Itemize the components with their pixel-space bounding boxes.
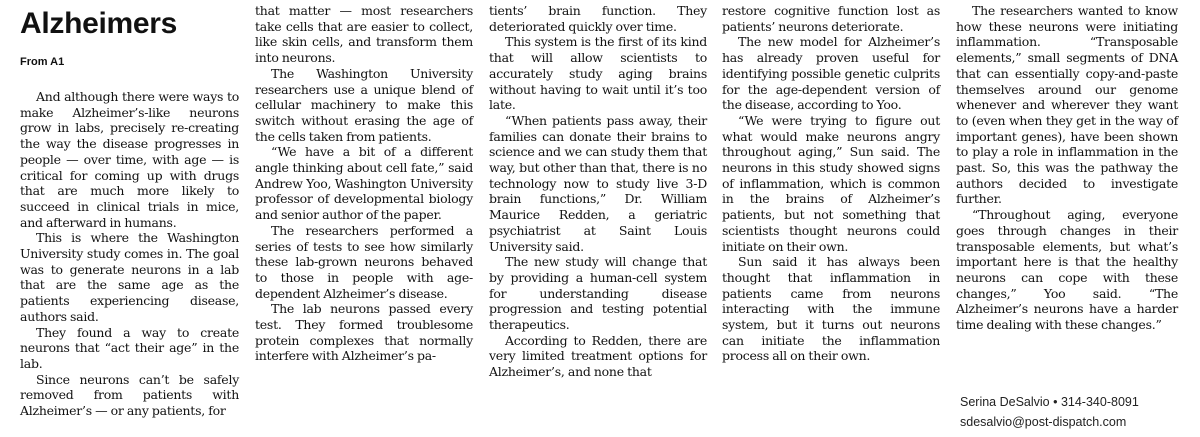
article-column-5	[956, 3, 1178, 333]
paragraph: tients’ brain function. They deteriorated quickly over time.	[489, 3, 707, 34]
headline-block	[20, 6, 235, 69]
paragraph: The researchers performed a series of tests to see how similarly these lab-grown neurons behaved to those in people with age-dependent Alzheimer’s disease.	[255, 222, 473, 301]
paragraph: “When patients pass away, their families can donate their brains to science and we can study them that way, but other than that, there is no technology now to study live 3-D brain functions,” Dr. William Maurice Redden, a geriatric psychiatrist at Saint Louis University said.	[489, 112, 707, 254]
paragraph: They found a way to create neurons that “act their age” in the lab.	[20, 324, 239, 371]
author-email[interactable]: sdesalvio@post-dispatch.com	[960, 415, 1127, 429]
paragraph: The researchers wanted to know how these neurons were initiating inflammation. “Transposable elements,” small segments of DNA that can essentially copy-and-paste themselves around our genome whenever and wherever they want to (even when they get in the way of important genes), have been shown to play a role in inflammation in the past. So, this was the pathway the authors decided to investigate further.	[956, 3, 1178, 207]
jump-from-label: From A1	[20, 56, 65, 68]
paragraph: And although there were ways to make Alzheimer’s-like neurons grow in labs, precisely re-creating the way the disease progresses in people — over time, with age — is critical for coming up with drugs that are much more likely to succeed in clinical trials in mice, and afterward in humans.	[20, 89, 239, 230]
paragraph: restore cognitive function lost as patients’ neurons deteriorate.	[722, 3, 940, 34]
article-column-3	[489, 3, 707, 437]
paragraph: The new study will change that by providing a human-cell system for understanding disease progression and testing potential therapeutics.	[489, 254, 707, 333]
author-byline: Serina DeSalvio • 314-340-8091	[960, 395, 1139, 409]
paragraph: Since neurons can’t be safely removed from patients with Alzheimer’s — or any patients, for	[20, 371, 239, 419]
paragraph: The lab neurons passed every test. They formed troublesome protein complexes that normally interfere with Alzheimer’s pa-	[255, 301, 473, 364]
paragraph: The Washington University researchers use a unique blend of cellular machinery to make this switch without erasing the age of the cells taken from patients.	[255, 65, 473, 144]
paragraph: This is where the Washington University study comes in. The goal was to generate neurons in a lab that are the same age as the patients experiencing disease, authors said.	[20, 230, 239, 324]
article-column-2	[255, 3, 473, 437]
paragraph: Sun said it has always been thought that inflammation in patients came from neurons interacting with the immune system, but it turns out neurons can initiate the inflammation process all on their own.	[722, 254, 940, 364]
headline: Alzheimers	[20, 7, 178, 40]
paragraph: The new model for Alzheimer’s has already proven useful for identifying possible genetic culprits for the age-dependent version of the disease, according to Yoo.	[722, 34, 940, 113]
paragraph: “We have a bit of a different angle thinking about cell fate,” said Andrew Yoo, Washington University professor of developmental biology and senior author of the paper.	[255, 144, 473, 223]
paragraph: According to Redden, there are very limited treatment options for Alzheimer’s, and none that	[489, 332, 707, 380]
paragraph: that matter — most researchers take cells that are easier to collect, like skin cells, and transform them into neurons.	[255, 3, 473, 66]
author-signoff	[960, 392, 1185, 432]
paragraph: “We were trying to figure out what would make neurons angry throughout aging,” Sun said. The neurons in this study showed signs of inflammation, which is common in the brains of Alzheimer’s patients, but not something that scientists thought neurons could initiate on their own.	[722, 112, 940, 254]
article-column-4	[722, 3, 940, 437]
article-column-1	[20, 89, 239, 434]
paragraph: This system is the first of its kind that will allow scientists to accurately study aging brains without having to wait until it’s too late.	[489, 34, 707, 113]
paragraph: “Throughout aging, everyone goes through changes in their transposable elements, but what’s important here is that the healthy neurons can cope with these changes,” Yoo said. “The Alzheimer’s neurons have a harder time dealing with these changes.”	[956, 207, 1178, 333]
